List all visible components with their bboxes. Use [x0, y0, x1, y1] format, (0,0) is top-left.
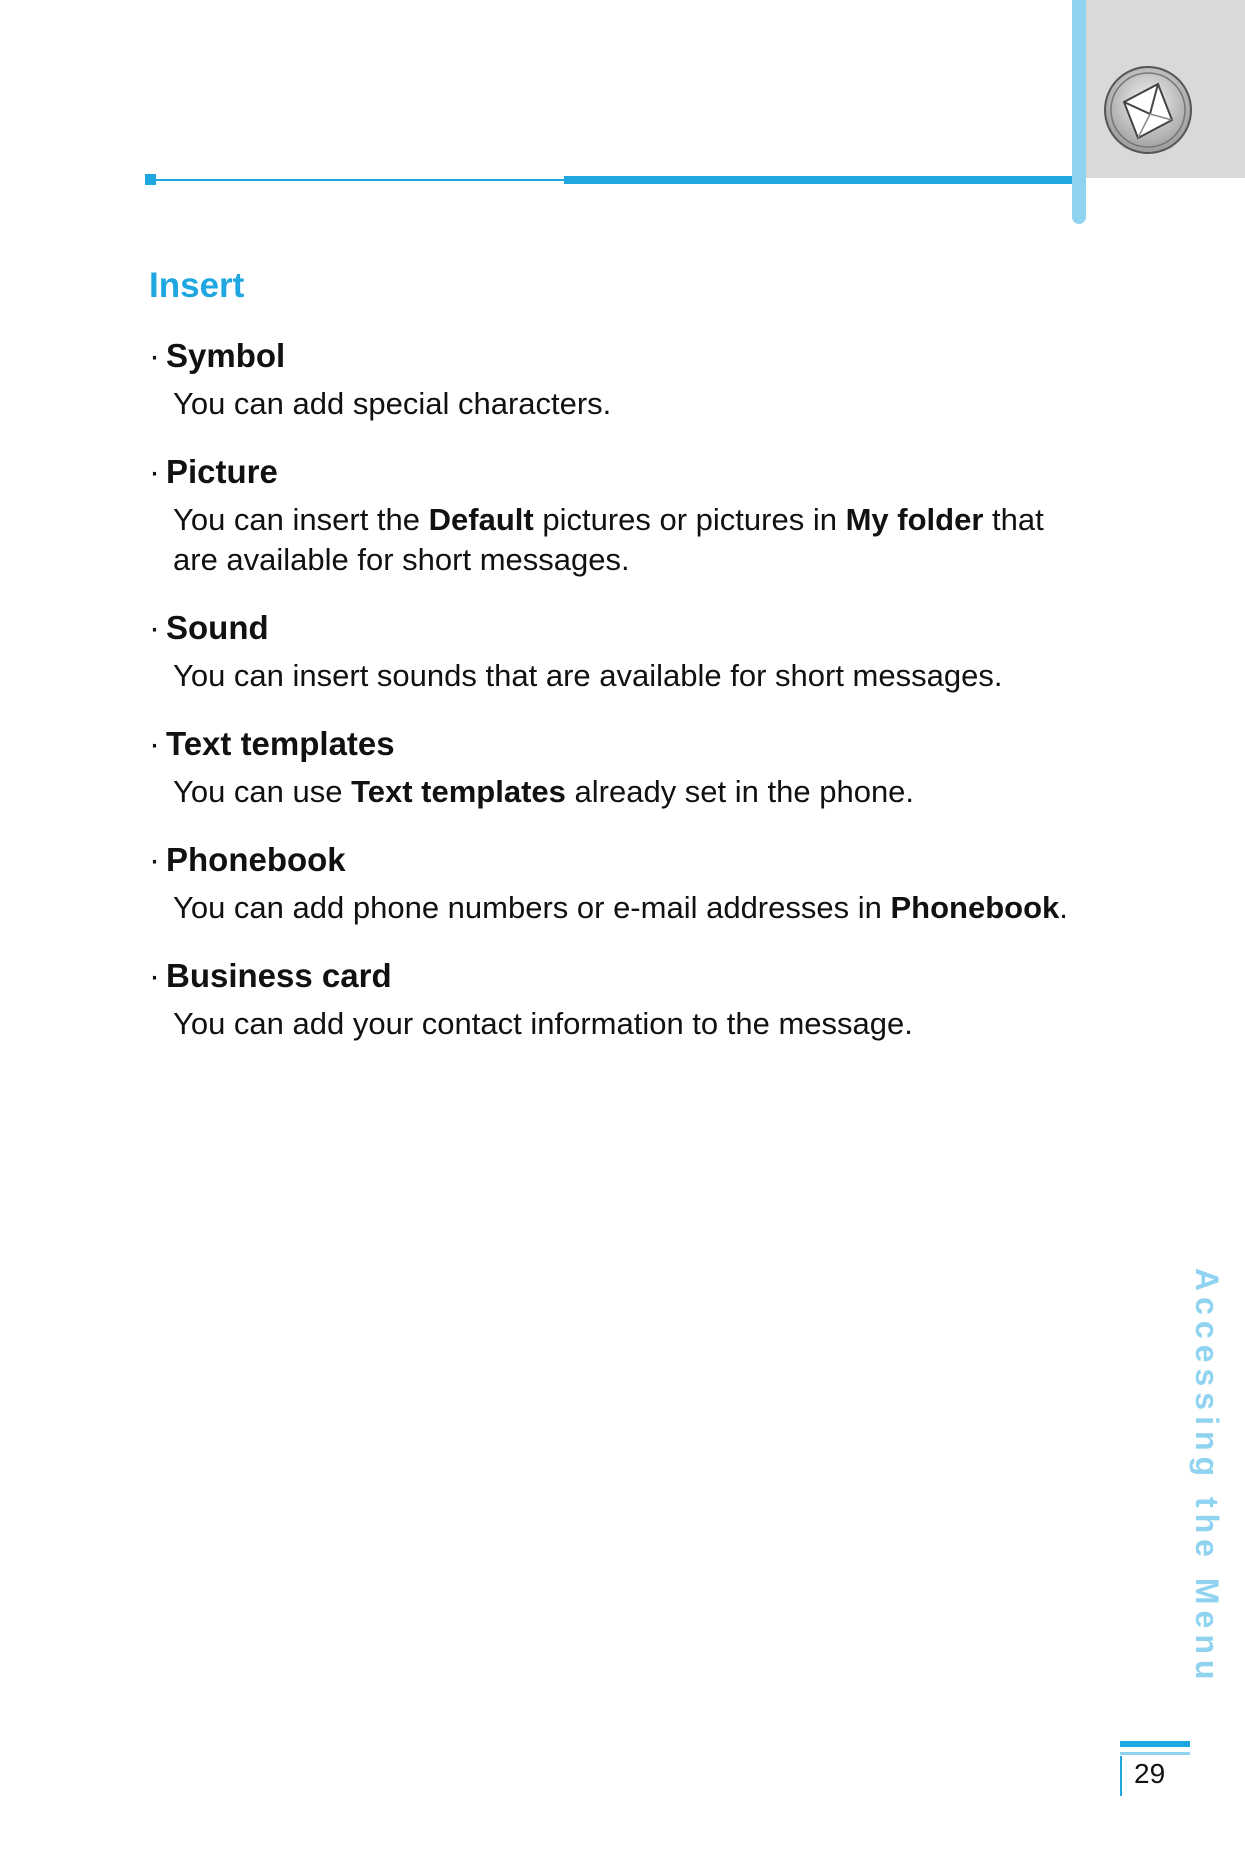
- option-heading: [149, 452, 1079, 492]
- option-item: [149, 608, 1079, 696]
- header-rule-thick: [564, 176, 1072, 184]
- description-text: You can add phone numbers or e-mail addresses in: [173, 890, 891, 925]
- section-title: Insert: [149, 266, 245, 305]
- option-heading: [149, 608, 1079, 648]
- emphasis-text: Phonebook: [890, 890, 1060, 925]
- option-heading: [149, 956, 1079, 996]
- option-description: [173, 888, 1079, 928]
- option-title: Phonebook: [166, 841, 346, 878]
- option-title: Sound: [166, 609, 269, 646]
- option-description: [173, 384, 1079, 424]
- bullet-icon: ·: [149, 609, 160, 646]
- description-text: You can use: [173, 774, 352, 809]
- option-description: [173, 656, 1079, 696]
- option-heading: [149, 336, 1079, 376]
- page-number-rule-secondary: [1120, 1752, 1190, 1755]
- description-text: You can add your contact information to the message.: [173, 1006, 913, 1041]
- option-item: [149, 956, 1079, 1044]
- option-title: Picture: [166, 453, 278, 490]
- option-item: [149, 724, 1079, 812]
- option-item: [149, 336, 1079, 424]
- description-text: already set in the phone.: [565, 774, 915, 809]
- description-text: You can insert sounds that are available for short messages.: [173, 658, 1003, 693]
- bullet-icon: ·: [149, 957, 160, 994]
- description-text: .: [1059, 890, 1068, 925]
- header-rule-thin: [154, 179, 564, 181]
- page-number-tick: [1120, 1756, 1122, 1796]
- description-text: that are available for short messages.: [173, 502, 1044, 577]
- bullet-icon: ·: [149, 841, 160, 878]
- description-text: pictures or pictures in: [533, 502, 846, 537]
- option-description: [173, 772, 1079, 812]
- page-number: 29: [1134, 1758, 1166, 1789]
- option-heading: [149, 724, 1079, 764]
- emphasis-text: Default: [428, 502, 534, 537]
- option-item: [149, 452, 1079, 580]
- description-text: You can add special characters.: [173, 386, 612, 421]
- option-description: [173, 1004, 1079, 1044]
- option-list: [149, 336, 1079, 1072]
- bullet-icon: ·: [149, 725, 160, 762]
- chapter-side-label: Accessing the Menu: [1189, 1268, 1225, 1686]
- emphasis-text: Text templates: [351, 774, 566, 809]
- option-title: Symbol: [166, 337, 286, 374]
- side-tab-bar: [1072, 0, 1086, 224]
- description-text: You can insert the: [173, 502, 429, 537]
- bullet-icon: ·: [149, 337, 160, 374]
- option-title: Business card: [166, 957, 392, 994]
- bullet-icon: ·: [149, 453, 160, 490]
- message-envelope-icon: [1102, 64, 1194, 156]
- option-description: [173, 500, 1079, 580]
- emphasis-text: My folder: [845, 502, 984, 537]
- page-number-rule: [1120, 1741, 1190, 1747]
- option-heading: [149, 840, 1079, 880]
- option-item: [149, 840, 1079, 928]
- option-title: Text templates: [166, 725, 395, 762]
